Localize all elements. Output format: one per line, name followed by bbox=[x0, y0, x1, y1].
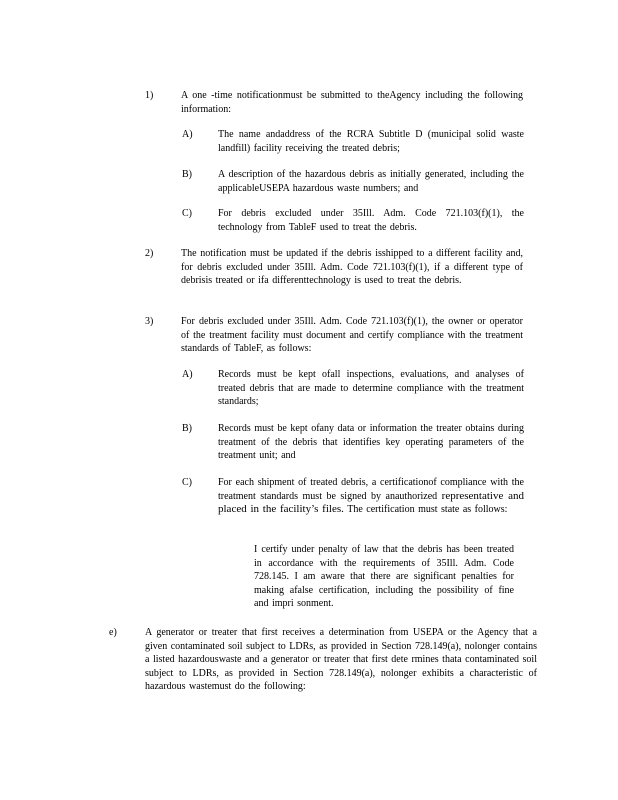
item-1-a-text: The name andaddress of the RCRA Subtitle D (municipal solid waste landfill) facility receiving the treated debris; bbox=[218, 129, 524, 154]
item-3-c bbox=[182, 476, 532, 534]
item-2 bbox=[145, 247, 535, 305]
item-3-a-text: Records must be kept ofall inspections, evaluations, and analyses of treated debris that are made to determine compliance with the treatment standards; bbox=[218, 369, 524, 408]
item-1-b-text: A description of the hazardous debris as initially generated, including the applicableUSEPA hazardous waste numbers; and bbox=[218, 169, 524, 194]
item-3-c-text-a: For each shipment of treated debris, a certificationof compliance with the treatment standards must be signed by anauthorized bbox=[218, 477, 524, 502]
certification-statement: I certify under penalty of law that the debris has been treated in accordance with the requirements of 35Ill. Adm. Code 728.145. I am aware that there are significant penalties for making afalse certification, including the possibility of fine and impri sonment. bbox=[254, 544, 514, 610]
item-3-a-label: A) bbox=[182, 369, 193, 380]
item-3 bbox=[145, 315, 535, 359]
item-1-label: 1) bbox=[145, 90, 154, 101]
item-3-c-label: C) bbox=[182, 477, 192, 488]
item-1-c-label: C) bbox=[182, 208, 192, 219]
item-3-c-text bbox=[218, 476, 524, 517]
item-3-b bbox=[182, 422, 532, 466]
item-1 bbox=[145, 89, 535, 119]
item-1-c bbox=[182, 207, 532, 237]
item-2-text: The notification must be updated if the debris isshipped to a different facility and, for debris excluded under 35Ill. Adm. Code 721.103(f)(1), if a different type of debrisis treated or ifa differenttechnology is used to treat the debris. bbox=[181, 248, 523, 287]
item-e-text: A generator or treater that first receives a determination from USEPA or the Agency that a given contaminated soil subject to LDRs, as provided in Section 728.149(a), nolonger contains a listed hazardouswaste and a generator or treater that first dete rmines thata contaminated soil subject to LDRs, as provided in Section 728.149(a), nolonger exhibits a characteristic of hazardous wastemust do the following: bbox=[145, 627, 537, 693]
item-e bbox=[109, 626, 539, 712]
item-3-b-text: Records must be kept ofany data or information the treater obtains during treatment of the debris that identifies key operating parameters of the treatment unit; and bbox=[218, 423, 524, 462]
item-3-text: For debris excluded under 35Ill. Adm. Code 721.103(f)(1), the owner or operator of the treatment facility must document and certify compliance with the treatment standards of TableF, as follows: bbox=[181, 316, 523, 355]
item-1-b bbox=[182, 168, 532, 198]
item-3-c-text-b: representative and placed in the facility’s files. bbox=[218, 489, 524, 516]
item-1-a bbox=[182, 128, 532, 158]
item-e-label: e) bbox=[109, 627, 117, 638]
item-3-a bbox=[182, 368, 532, 412]
item-3-b-label: B) bbox=[182, 423, 192, 434]
item-3-label: 3) bbox=[145, 316, 154, 327]
item-1-c-text: For debris excluded under 35Ill. Adm. Code 721.103(f)(1), the technology from TableF used to treat the debris. bbox=[218, 208, 524, 233]
item-3-c-text-c: The certification must state as follows: bbox=[347, 504, 508, 516]
item-1-a-label: A) bbox=[182, 129, 193, 140]
item-1-text: A one -time notificationmust be submitted to theAgency including the following information: bbox=[181, 90, 523, 115]
item-2-label: 2) bbox=[145, 248, 154, 259]
item-1-b-label: B) bbox=[182, 169, 192, 180]
